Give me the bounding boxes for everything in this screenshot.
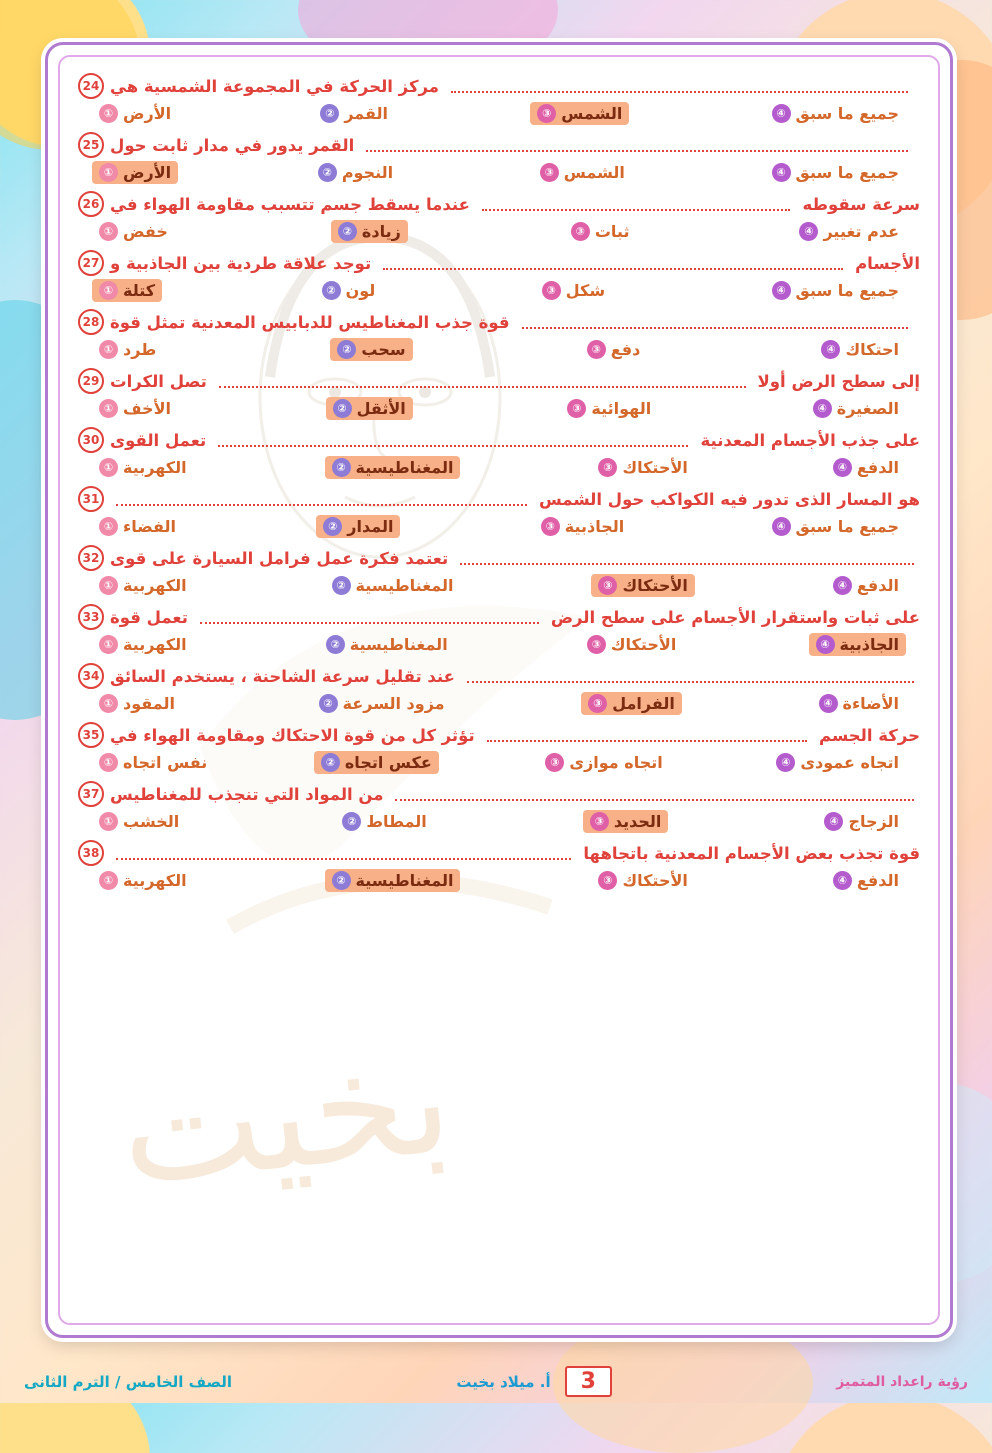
- option-2[interactable]: [319, 633, 455, 656]
- option-marker-icon: ②: [318, 163, 337, 182]
- question-text: تعمل القوى: [110, 430, 207, 450]
- option-1[interactable]: [92, 456, 194, 479]
- option-marker-icon: ②: [332, 871, 351, 890]
- question-tail: سرعة سقوطه: [802, 194, 920, 214]
- option-2[interactable]: [315, 279, 383, 302]
- option-label: ثبات: [594, 222, 630, 241]
- option-label: المقود: [123, 694, 175, 713]
- option-marker-icon: ②: [333, 399, 352, 418]
- option-label: الجاذبية: [839, 635, 899, 654]
- page-footer: [0, 1366, 992, 1397]
- option-marker-icon: ①: [99, 694, 118, 713]
- option-3[interactable]: [560, 397, 658, 420]
- question-tail: على ثبات واستقرار الأجسام على سطح الرض: [550, 607, 920, 627]
- option-1[interactable]: [92, 102, 178, 125]
- option-marker-icon: ②: [320, 104, 339, 123]
- question-item: [78, 309, 920, 361]
- question-line: [78, 663, 920, 689]
- option-marker-icon: ①: [99, 517, 118, 536]
- question-number: 26: [78, 191, 104, 217]
- option-1[interactable]: [92, 161, 178, 184]
- page-inner-border: [58, 55, 940, 1325]
- option-4[interactable]: [826, 574, 906, 597]
- option-3[interactable]: [591, 574, 694, 597]
- question-line: [78, 191, 920, 217]
- option-2[interactable]: [316, 515, 400, 538]
- option-3[interactable]: [591, 869, 694, 892]
- answer-blank: [116, 492, 527, 506]
- options-row: [92, 220, 906, 243]
- option-label: اتجاه عمودى: [800, 753, 899, 772]
- answer-blank: [219, 374, 746, 388]
- option-marker-icon: ④: [819, 694, 838, 713]
- question-line: [78, 368, 920, 394]
- option-marker-icon: ①: [99, 458, 118, 477]
- option-marker-icon: ②: [321, 753, 340, 772]
- question-number: 34: [78, 663, 104, 689]
- options-row: [92, 397, 906, 420]
- question-number: 28: [78, 309, 104, 335]
- option-label: زيادة: [361, 222, 401, 241]
- option-label: جميع ما سبق: [795, 281, 899, 300]
- option-marker-icon: ①: [99, 399, 118, 418]
- question-line: [78, 545, 920, 571]
- option-marker-icon: ③: [567, 399, 586, 418]
- option-marker-icon: ③: [587, 635, 606, 654]
- option-label: الهوائية: [591, 399, 652, 418]
- option-label: شكل: [565, 281, 606, 300]
- option-marker-icon: ②: [319, 694, 338, 713]
- option-marker-icon: ③: [542, 281, 561, 300]
- option-label: الأحتكاك: [622, 871, 688, 890]
- option-4[interactable]: [765, 279, 906, 302]
- option-label: المغناطيسية: [349, 635, 448, 654]
- page-number: 3: [565, 1366, 612, 1397]
- option-marker-icon: ③: [537, 104, 556, 123]
- option-2[interactable]: [331, 220, 408, 243]
- question-item: [78, 486, 920, 538]
- question-number: 31: [78, 486, 104, 512]
- option-label: الدفع: [856, 458, 899, 477]
- option-label: النجوم: [341, 163, 394, 182]
- option-4[interactable]: [817, 810, 906, 833]
- option-marker-icon: ③: [587, 340, 606, 359]
- answer-blank: [467, 669, 914, 683]
- question-line: [78, 132, 920, 158]
- option-label: عكس اتجاه: [344, 753, 432, 772]
- option-label: الفرامل: [612, 694, 675, 713]
- option-label: المطاط: [366, 812, 427, 831]
- options-row: [92, 810, 906, 833]
- footer-brand: رؤية راعداد المتميز: [836, 1373, 968, 1390]
- option-2[interactable]: [325, 574, 461, 597]
- option-3[interactable]: [583, 810, 669, 833]
- question-line: [78, 309, 920, 335]
- answer-blank: [482, 197, 791, 211]
- question-text: تعمل قوة: [110, 607, 188, 627]
- question-item: [78, 427, 920, 479]
- question-item: [78, 722, 920, 774]
- option-marker-icon: ④: [772, 104, 791, 123]
- answer-blank: [487, 728, 807, 742]
- option-marker-icon: ②: [338, 222, 357, 241]
- option-4[interactable]: [769, 751, 906, 774]
- options-row: [92, 102, 906, 125]
- option-label: المدار: [347, 517, 394, 536]
- option-label: نفس اتجاه: [123, 753, 208, 772]
- option-4[interactable]: [814, 338, 906, 361]
- option-marker-icon: ④: [772, 517, 791, 536]
- worksheet-page: [45, 42, 953, 1338]
- answer-blank: [200, 610, 539, 624]
- question-item: [78, 604, 920, 656]
- question-tail: على جذب الأجسام المعدنية: [700, 430, 920, 450]
- option-marker-icon: ③: [598, 576, 617, 595]
- option-label: خفض: [123, 222, 168, 241]
- option-3[interactable]: [533, 161, 632, 184]
- option-2[interactable]: [311, 161, 400, 184]
- option-4[interactable]: [765, 102, 906, 125]
- option-1[interactable]: [92, 692, 182, 715]
- question-number: 25: [78, 132, 104, 158]
- question-line: [78, 781, 920, 807]
- option-marker-icon: ②: [323, 517, 342, 536]
- option-3[interactable]: [535, 279, 612, 302]
- question-line: [78, 486, 920, 512]
- option-1[interactable]: [92, 810, 186, 833]
- option-3[interactable]: [530, 102, 629, 125]
- option-label: الفضاء: [123, 517, 176, 536]
- option-marker-icon: ④: [772, 281, 791, 300]
- option-marker-icon: ③: [540, 163, 559, 182]
- option-4[interactable]: [826, 869, 906, 892]
- option-marker-icon: ④: [772, 163, 791, 182]
- option-4[interactable]: [809, 633, 906, 656]
- option-1[interactable]: [92, 220, 175, 243]
- option-label: لون: [345, 281, 376, 300]
- option-3[interactable]: [581, 692, 682, 715]
- option-marker-icon: ④: [833, 458, 852, 477]
- option-label: الدفع: [856, 576, 899, 595]
- option-label: الأثقل: [356, 399, 406, 418]
- option-label: الزجاج: [848, 812, 899, 831]
- option-4[interactable]: [765, 161, 906, 184]
- option-marker-icon: ②: [322, 281, 341, 300]
- option-marker-icon: ①: [99, 222, 118, 241]
- option-marker-icon: ④: [833, 576, 852, 595]
- option-2[interactable]: [330, 338, 412, 361]
- question-item: [78, 73, 920, 125]
- option-3[interactable]: [534, 515, 631, 538]
- option-label: الأخف: [123, 399, 171, 418]
- option-label: احتكاك: [845, 340, 899, 359]
- question-text: عند تقليل سرعة الشاحنة ، يستخدم السائق: [110, 666, 455, 686]
- option-1[interactable]: [92, 633, 194, 656]
- question-text: من المواد التي تنجذب للمغناطيس: [110, 784, 384, 804]
- question-item: [78, 781, 920, 833]
- question-number: 30: [78, 427, 104, 453]
- answer-blank: [116, 846, 571, 860]
- question-item: [78, 368, 920, 420]
- questions-list: [60, 57, 938, 909]
- option-label: الكهربية: [123, 635, 187, 654]
- option-label: الحديد: [613, 812, 662, 831]
- options-row: [92, 633, 906, 656]
- option-marker-icon: ③: [541, 517, 560, 536]
- option-label: القمر: [344, 104, 389, 123]
- option-marker-icon: ①: [99, 635, 118, 654]
- option-label: الشمس: [561, 104, 623, 123]
- question-line: [78, 427, 920, 453]
- question-tail: إلى سطح الرض أولا: [757, 371, 920, 391]
- option-3[interactable]: [580, 338, 648, 361]
- answer-blank: [218, 433, 688, 447]
- option-marker-icon: ①: [99, 281, 118, 300]
- options-row: [92, 279, 906, 302]
- option-2[interactable]: [326, 397, 413, 420]
- option-label: المغناطيسية: [355, 871, 454, 890]
- question-text: مركز الحركة في المجموعة الشمسية هي: [110, 76, 440, 96]
- option-marker-icon: ③: [588, 694, 607, 713]
- option-1[interactable]: [92, 574, 194, 597]
- question-text: تصل الكرات: [110, 371, 207, 391]
- option-label: الأضاءة: [842, 694, 899, 713]
- option-label: الخشب: [123, 812, 180, 831]
- options-row: [92, 574, 906, 597]
- option-2[interactable]: [314, 751, 439, 774]
- option-marker-icon: ④: [813, 399, 832, 418]
- option-label: الكهربية: [123, 871, 187, 890]
- option-marker-icon: ①: [99, 871, 118, 890]
- option-label: المغناطيسية: [355, 458, 454, 477]
- options-row: [92, 456, 906, 479]
- option-label: المغناطيسية: [355, 576, 454, 595]
- option-label: الجاذبية: [564, 517, 625, 536]
- option-label: اتجاه موازى: [569, 753, 663, 772]
- option-marker-icon: ③: [598, 458, 617, 477]
- option-marker-icon: ①: [99, 753, 118, 772]
- question-text: عندما يسقط جسم تتسبب مقاومة الهواء في: [110, 194, 470, 214]
- option-4[interactable]: [826, 456, 906, 479]
- question-number: 33: [78, 604, 104, 630]
- option-label: الأحتكاك: [622, 458, 688, 477]
- option-marker-icon: ①: [99, 812, 118, 831]
- option-1[interactable]: [92, 751, 214, 774]
- option-label: جميع ما سبق: [795, 104, 899, 123]
- option-label: كتلة: [123, 281, 156, 300]
- question-text: قوة جذب المغناطيس للدبابيس المعدنية تمثل قوة: [110, 312, 510, 332]
- question-tail: حركة الجسم: [819, 725, 920, 745]
- option-2[interactable]: [335, 810, 433, 833]
- answer-blank: [383, 256, 843, 270]
- option-marker-icon: ④: [824, 812, 843, 831]
- question-tail: الأجسام: [855, 253, 920, 273]
- option-1[interactable]: [92, 397, 178, 420]
- question-tail: قوة تجذب بعض الأجسام المعدنية باتجاهها: [583, 843, 920, 863]
- question-item: [78, 132, 920, 184]
- option-label: جميع ما سبق: [795, 517, 899, 536]
- footer-center: [456, 1366, 612, 1397]
- option-3[interactable]: [564, 220, 637, 243]
- question-line: [78, 840, 920, 866]
- question-line: [78, 73, 920, 99]
- option-4[interactable]: [765, 515, 906, 538]
- question-number: 37: [78, 781, 104, 807]
- option-1[interactable]: [92, 338, 163, 361]
- option-label: طرد: [123, 340, 157, 359]
- options-row: [92, 515, 906, 538]
- option-marker-icon: ②: [332, 576, 351, 595]
- answer-blank: [451, 79, 908, 93]
- question-line: [78, 722, 920, 748]
- option-label: الأرض: [123, 104, 172, 123]
- option-3[interactable]: [580, 633, 683, 656]
- option-marker-icon: ①: [99, 163, 118, 182]
- question-number: 29: [78, 368, 104, 394]
- option-1[interactable]: [92, 869, 194, 892]
- question-text: تعتمد فكرة عمل فرامل السيارة على قوى: [110, 548, 449, 568]
- option-label: الكهربية: [123, 576, 187, 595]
- option-label: الأحتكاك: [622, 576, 688, 595]
- option-2[interactable]: [312, 692, 452, 715]
- option-3[interactable]: [538, 751, 669, 774]
- question-number: 38: [78, 840, 104, 866]
- option-label: عدم تغيير: [823, 222, 899, 241]
- options-row: [92, 692, 906, 715]
- option-label: الأحتكاك: [610, 635, 677, 654]
- footer-grade-term: الصف الخامس / الترم الثانى: [24, 1372, 233, 1391]
- option-marker-icon: ④: [821, 340, 840, 359]
- option-4[interactable]: [812, 692, 907, 715]
- option-label: الكهربية: [123, 458, 187, 477]
- option-marker-icon: ③: [545, 753, 564, 772]
- option-marker-icon: ②: [326, 635, 345, 654]
- option-4[interactable]: [806, 397, 906, 420]
- question-number: 35: [78, 722, 104, 748]
- question-text: القمر يدور في مدار ثابت حول: [110, 135, 355, 155]
- option-marker-icon: ③: [571, 222, 590, 241]
- option-marker-icon: ④: [799, 222, 818, 241]
- option-label: الصغيرة: [836, 399, 899, 418]
- option-marker-icon: ④: [833, 871, 852, 890]
- option-label: الشمس: [563, 163, 625, 182]
- question-number: 32: [78, 545, 104, 571]
- footer-teacher-name: أ. ميلاد بخيت: [456, 1372, 551, 1391]
- option-4[interactable]: [792, 220, 906, 243]
- options-row: [92, 869, 906, 892]
- option-2[interactable]: [325, 869, 461, 892]
- options-row: [92, 161, 906, 184]
- option-1[interactable]: [92, 279, 162, 302]
- question-item: [78, 545, 920, 597]
- option-label: سحب: [361, 340, 406, 359]
- option-label: جميع ما سبق: [795, 163, 899, 182]
- answer-blank: [522, 315, 908, 329]
- options-row: [92, 338, 906, 361]
- question-number: 24: [78, 73, 104, 99]
- answer-blank: [460, 551, 914, 565]
- options-row: [92, 751, 906, 774]
- option-label: الأرض: [123, 163, 172, 182]
- option-3[interactable]: [591, 456, 694, 479]
- question-number: 27: [78, 250, 104, 276]
- question-tail: هو المسار الذى تدور فيه الكواكب حول الشمس: [538, 489, 920, 509]
- option-marker-icon: ③: [598, 871, 617, 890]
- option-marker-icon: ③: [590, 812, 609, 831]
- arabic-watermark-text: بخيت: [111, 1012, 460, 1220]
- question-item: [78, 250, 920, 302]
- option-marker-icon: ②: [337, 340, 356, 359]
- question-text: تؤثر كل من قوة الاحتكاك ومقاومة الهواء في: [110, 725, 475, 745]
- option-marker-icon: ①: [99, 340, 118, 359]
- question-item: [78, 191, 920, 243]
- answer-blank: [395, 787, 914, 801]
- option-marker-icon: ②: [342, 812, 361, 831]
- question-line: [78, 250, 920, 276]
- option-1[interactable]: [92, 515, 183, 538]
- question-line: [78, 604, 920, 630]
- option-2[interactable]: [325, 456, 461, 479]
- option-marker-icon: ④: [776, 753, 795, 772]
- question-item: [78, 663, 920, 715]
- option-label: مزود السرعة: [342, 694, 445, 713]
- option-label: الدفع: [856, 871, 899, 890]
- question-text: توجد علاقة طردية بين الجاذبية و: [110, 253, 372, 273]
- option-marker-icon: ①: [99, 576, 118, 595]
- question-item: [78, 840, 920, 892]
- option-marker-icon: ①: [99, 104, 118, 123]
- option-marker-icon: ②: [332, 458, 351, 477]
- answer-blank: [366, 138, 908, 152]
- option-label: دفع: [610, 340, 641, 359]
- option-2[interactable]: [313, 102, 395, 125]
- option-marker-icon: ④: [816, 635, 835, 654]
